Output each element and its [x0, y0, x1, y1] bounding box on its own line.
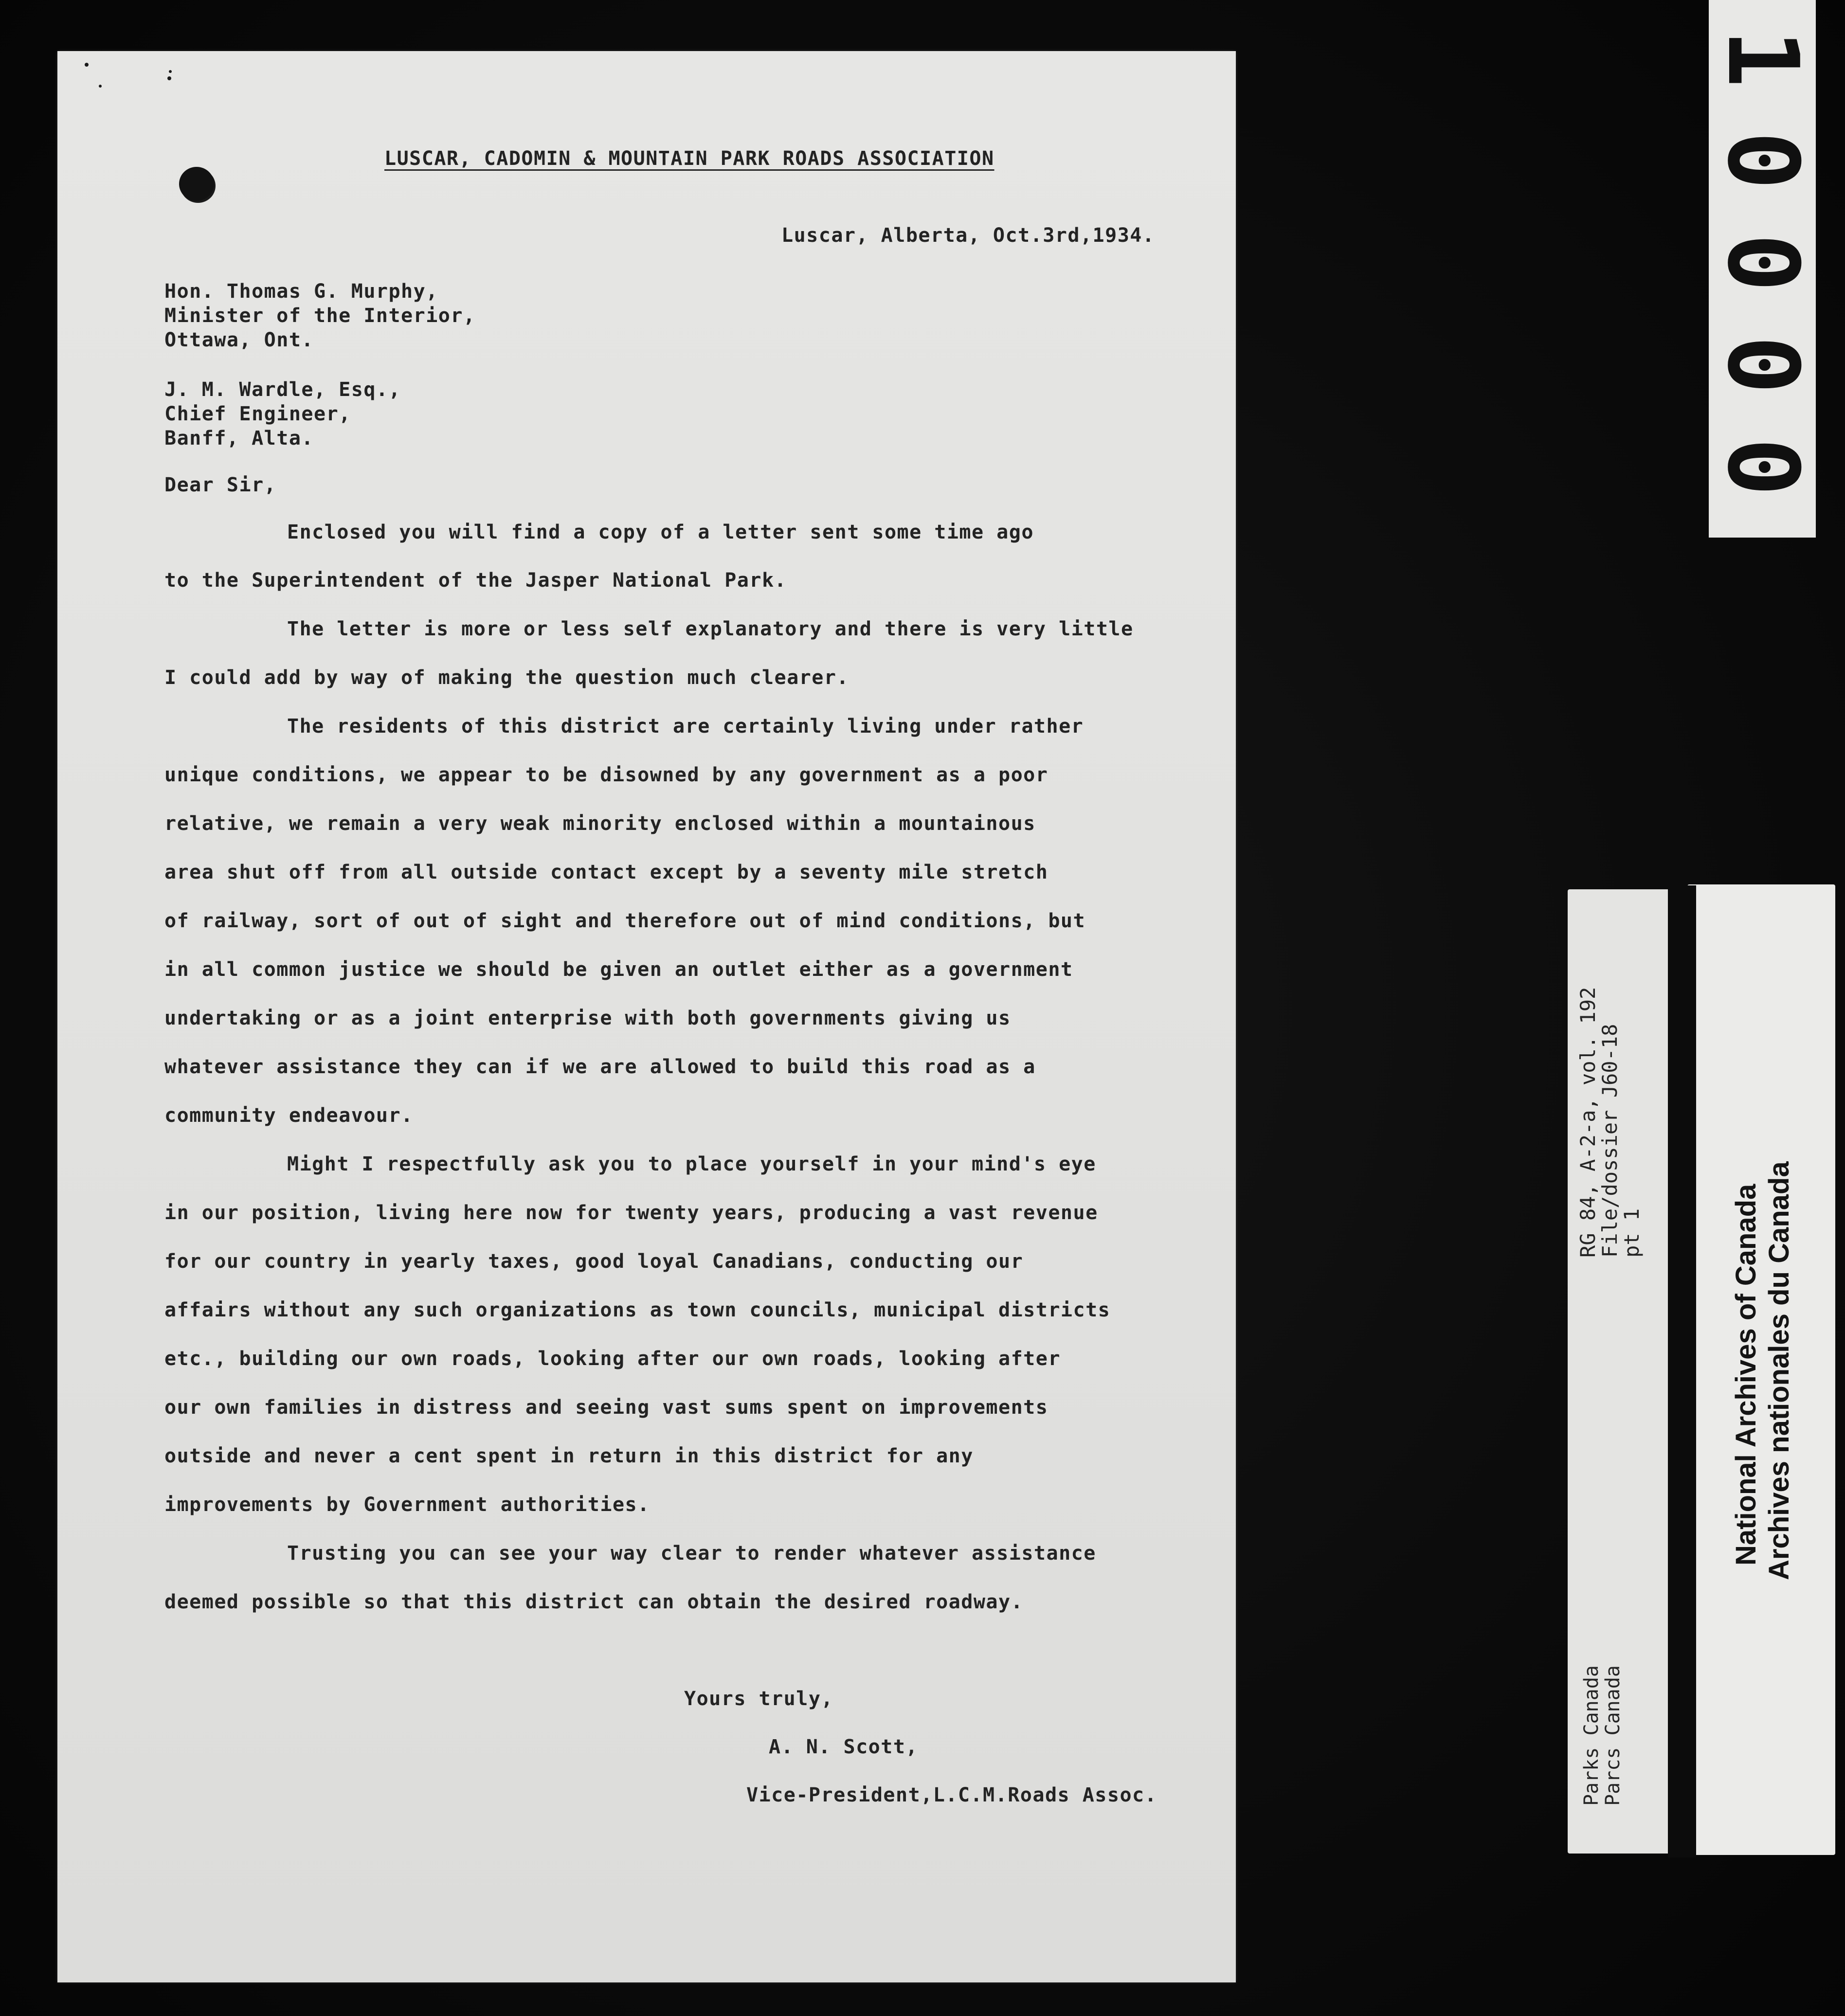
addressee-line: Hon. Thomas G. Murphy,: [164, 280, 438, 303]
counter-digit: 0: [1706, 233, 1819, 292]
body-line: Enclosed you will find a copy of a letter sent some time ago: [287, 521, 1034, 543]
addressee-line: Ottawa, Ont.: [164, 329, 314, 351]
body-line: The letter is more or less self explanatory and there is very little: [287, 618, 1134, 640]
dateline: Luscar, Alberta, Oct.3rd,1934.: [781, 224, 1155, 247]
closing: Yours truly,: [684, 1688, 833, 1710]
addressee-line: Chief Engineer,: [164, 403, 351, 425]
agency-name: Parks Canada: [1580, 1665, 1603, 1806]
body-line: deemed possible so that this district can obtain the desired roadway.: [164, 1591, 1024, 1613]
archive-reference-line: pt 1: [1620, 1208, 1644, 1258]
addressee-line: Minister of the Interior,: [164, 305, 476, 327]
body-line: our own families in distress and seeing vast sums spent on improvements: [164, 1396, 1049, 1419]
body-line: affairs without any such organizations as town councils, municipal districts: [164, 1299, 1111, 1321]
body-line: to the Superintendent of the Jasper National Park.: [164, 569, 787, 592]
ink-blot: [179, 167, 214, 201]
letter-page: [57, 51, 1236, 1982]
signatory-title: Vice-President,L.C.M.Roads Assoc.: [746, 1784, 1158, 1806]
body-line: The residents of this district are certainly living under rather: [287, 715, 1084, 738]
addressee-line: Banff, Alta.: [164, 427, 314, 450]
signature: A. N. Scott,: [769, 1736, 918, 1758]
counter-digit: 0: [1706, 131, 1819, 190]
label-tear: [1668, 885, 1696, 1857]
agency-name: Parcs Canada: [1602, 1665, 1624, 1806]
archive-reference-line: RG 84, A-2-a, vol. 192: [1576, 987, 1600, 1258]
body-line: in our position, living here now for twenty years, producing a vast revenue: [164, 1202, 1098, 1224]
body-line: relative, we remain a very weak minority enclosed within a mountainous: [164, 812, 1036, 835]
body-line: improvements by Government authorities.: [164, 1494, 650, 1516]
archive-reference-line: File/dossier J60-18: [1598, 1024, 1622, 1258]
body-line: area shut off from all outside contact except by a seventy mile stretch: [164, 861, 1049, 883]
body-line: Trusting you can see your way clear to render whatever assistance: [287, 1542, 1096, 1565]
salutation: Dear Sir,: [164, 474, 277, 496]
addressee-line: J. M. Wardle, Esq.,: [164, 378, 401, 401]
counter-digit: 1: [1706, 29, 1819, 88]
body-line: unique conditions, we appear to be disowned by any government as a poor: [164, 764, 1049, 786]
body-line: outside and never a cent spent in return in this district for any: [164, 1445, 974, 1467]
counter-digit: 0: [1706, 437, 1819, 497]
body-line: for our country in yearly taxes, good loyal Canadians, conducting our: [164, 1250, 1024, 1273]
archives-name: Archives nationales du Canada: [1763, 1161, 1795, 1580]
body-line: undertaking or as a joint enterprise with both governments giving us: [164, 1007, 1011, 1029]
archives-name: National Archives of Canada: [1730, 1184, 1762, 1566]
body-line: whatever assistance they can if we are allowed to build this road as a: [164, 1056, 1036, 1078]
frame-counter: [1706, 0, 1819, 538]
body-line: community endeavour.: [164, 1104, 414, 1127]
counter-digit: 0: [1706, 335, 1819, 395]
body-line: in all common justice we should be given an outlet either as a government: [164, 958, 1073, 981]
film-specks: [77, 61, 194, 90]
letterhead: LUSCAR, CADOMIN & MOUNTAIN PARK ROADS ASSOCIATION: [384, 147, 995, 170]
body-line: I could add by way of making the question much clearer.: [164, 666, 850, 689]
body-line: etc., building our own roads, looking after our own roads, looking after: [164, 1348, 1061, 1370]
body-line: Might I respectfully ask you to place yourself in your mind's eye: [287, 1153, 1096, 1175]
body-line: of railway, sort of out of sight and therefore out of mind conditions, but: [164, 910, 1086, 932]
